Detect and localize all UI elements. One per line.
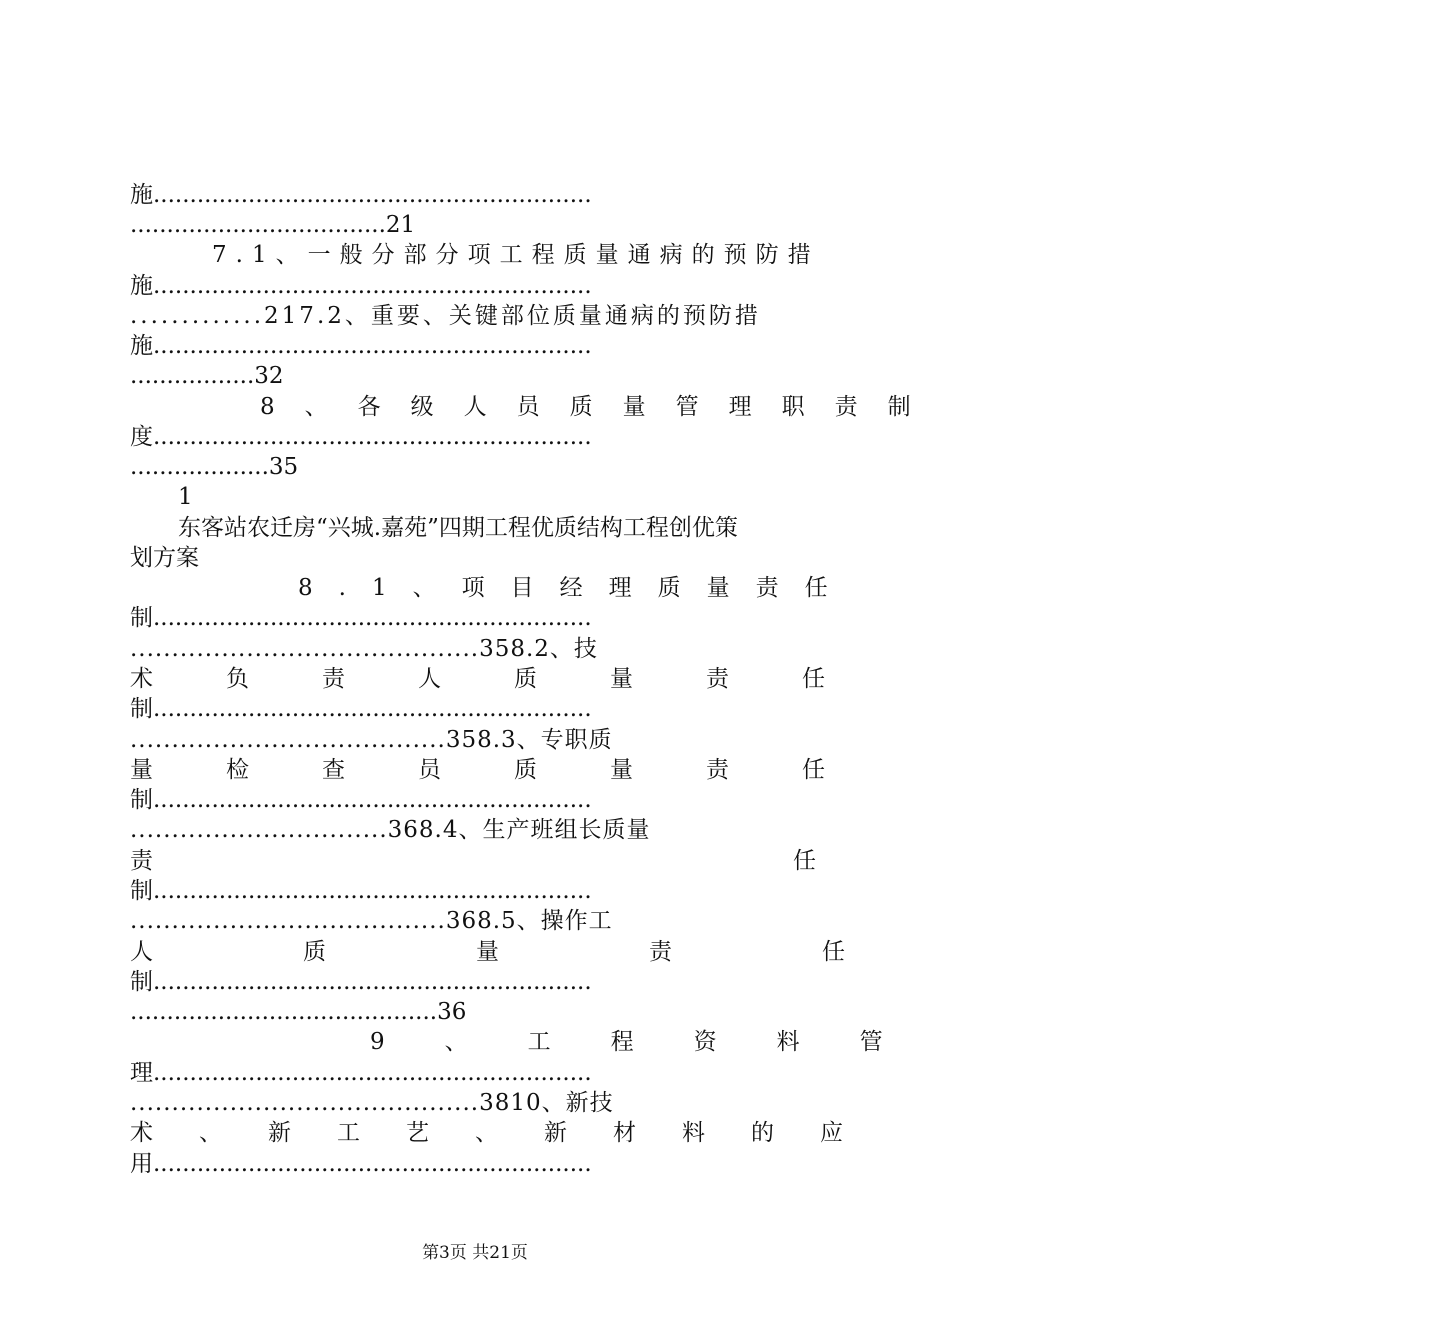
running-header-cont: 划方案 <box>130 545 199 571</box>
toc-entry-8-4: ...............................368.4、生产班组长质量 <box>130 817 651 843</box>
toc-line: 术负责人质量责任 <box>130 666 898 692</box>
toc-entry-10: ..........................................3810、新技 <box>130 1090 614 1116</box>
toc-line: 责任 <box>130 848 1456 874</box>
toc-line: 制............................................................ <box>130 878 592 904</box>
toc-entry-8-3: ......................................358.3、专职质 <box>130 727 613 753</box>
page-number-inline: 1 <box>178 484 193 510</box>
toc-line: 制............................................................ <box>130 605 592 631</box>
toc-line: 量检查员质量责任 <box>130 757 898 783</box>
page-footer: 第3页 共21页 <box>422 1243 528 1263</box>
toc-line: 术、新工艺、新材料的应 <box>130 1120 889 1146</box>
toc-line: 施............................................................ <box>130 333 592 359</box>
toc-line: 制............................................................ <box>130 969 592 995</box>
toc-entry-7-2: .............217.2、重要、关键部位质量通病的预防措 <box>130 303 761 329</box>
toc-entry-8-2: ..........................................358.2、技 <box>130 636 598 662</box>
toc-line: 用............................................................ <box>130 1151 592 1177</box>
toc-line: 度............................................................ <box>130 424 592 450</box>
toc-entry-7-1: 7.1、一般分部分项工程质量通病的预防措 <box>212 242 820 268</box>
toc-line: 制............................................................ <box>130 787 592 813</box>
toc-line: 施............................................................ <box>130 182 592 208</box>
toc-line: 施............................................................ <box>130 273 592 299</box>
toc-entry-9: 9、工程资料管 <box>370 1029 943 1055</box>
running-header: 东客站农迁房“兴城.嘉苑”四期工程优质结构工程创优策 <box>178 515 738 541</box>
toc-entry-8-1: 8.1、项目经理质量责任 <box>298 575 854 601</box>
toc-entry-8: 8、各级人员质量管理职责制 <box>260 394 941 420</box>
toc-line: ...................................21 <box>130 212 416 238</box>
toc-entry-8-5: ......................................368.5、操作工 <box>130 908 613 934</box>
toc-line: 理............................................................ <box>130 1060 592 1086</box>
toc-line: 制............................................................ <box>130 696 592 722</box>
toc-line: ...................35 <box>130 454 299 480</box>
toc-line: .................32 <box>130 363 284 389</box>
toc-line: 人质量责任 <box>130 939 995 965</box>
toc-line: ..........................................36 <box>130 999 467 1025</box>
